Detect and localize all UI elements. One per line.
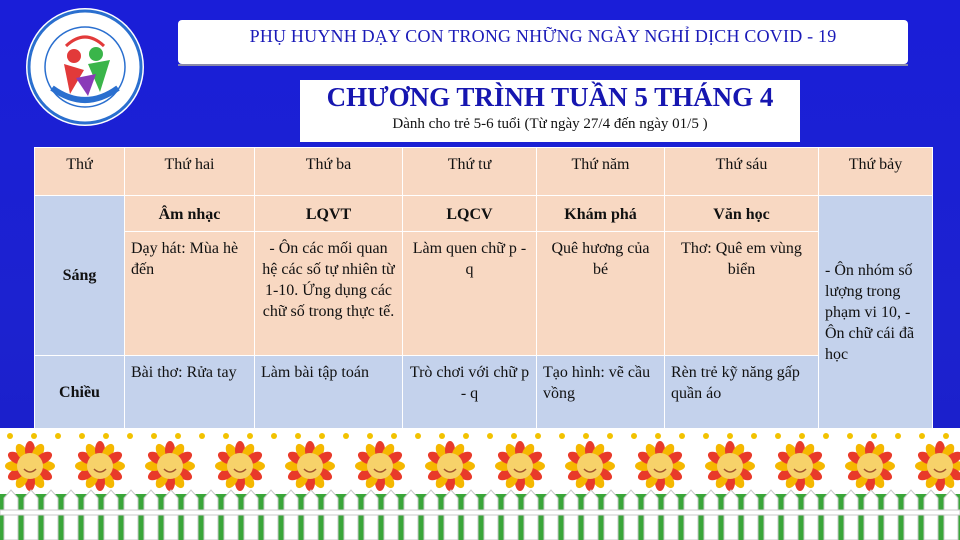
chieu-thu-hai: Bài thơ: Rửa tay [125, 356, 255, 430]
small-flower-icon [295, 433, 301, 439]
small-flower-icon [823, 433, 829, 439]
header-thu: Thứ [35, 148, 125, 196]
chieu-label: Chiều [35, 356, 125, 430]
small-flower-icon [247, 433, 253, 439]
subject-van-hoc: Văn học [665, 196, 819, 232]
chieu-thu-nam: Tạo hình: vẽ cầu vồng [537, 356, 665, 430]
page-subtitle: Dành cho trẻ 5-6 tuổi (Từ ngày 27/4 đến ngày 01/5 ) [392, 116, 708, 132]
small-flower-icon [727, 433, 733, 439]
small-flower-icon [103, 433, 109, 439]
chieu-row [35, 356, 933, 430]
sang-thu-sau: Thơ: Quê em vùng biển [665, 232, 819, 356]
small-flower-icon [775, 433, 781, 439]
sunflower-icon [915, 441, 960, 491]
small-flower-icon [175, 433, 181, 439]
small-flower-icon [583, 433, 589, 439]
sunflower-icon [75, 441, 125, 491]
sang-thu-tu: Làm quen chữ p - q [403, 232, 537, 356]
sunflower-icon [355, 441, 405, 491]
subject-lqcv: LQCV [403, 196, 537, 232]
small-flower-icon [535, 433, 541, 439]
header-thu-sau: Thứ sáu [665, 148, 819, 196]
sunflower-icon [5, 441, 55, 491]
chieu-thu-tu: Trò chơi với chữ p - q [403, 356, 537, 430]
small-flower-icon [391, 433, 397, 439]
sang-row [35, 232, 933, 356]
small-flower-icon [511, 433, 517, 439]
small-flower-icon [799, 433, 805, 439]
sang-thu-ba: - Ôn các mối quan hệ các số tự nhiên từ 1-10. Ứng dụng các chữ số trong thực tế. [255, 232, 403, 356]
header-thu-ba: Thứ ba [255, 148, 403, 196]
small-flower-icon [151, 433, 157, 439]
banner-underline [178, 64, 908, 66]
small-flower-icon [271, 433, 277, 439]
small-flower-icon [463, 433, 469, 439]
sunflower-icon [495, 441, 545, 491]
header-row [35, 148, 933, 196]
fence-rail [0, 510, 960, 515]
subject-am-nhac: Âm nhạc [125, 196, 255, 232]
sunflower-icon [705, 441, 755, 491]
small-flower-icon [127, 433, 133, 439]
page-title: CHƯƠNG TRÌNH TUẦN 5 THÁNG 4 [326, 82, 774, 112]
sunflower-icon [145, 441, 195, 491]
small-flower-icon [367, 433, 373, 439]
small-flower-icon [943, 433, 949, 439]
header-thu-hai: Thứ hai [125, 148, 255, 196]
header-thu-nam: Thứ năm [537, 148, 665, 196]
small-flower-icon [79, 433, 85, 439]
small-flower-icon [319, 433, 325, 439]
sang-label: Sáng [35, 196, 125, 356]
small-flower-icon [199, 433, 205, 439]
small-flower-icon [607, 433, 613, 439]
small-flower-icon [223, 433, 229, 439]
small-flower-icon [415, 433, 421, 439]
header-thu-bay: Thứ bảy [819, 148, 933, 196]
small-flower-icon [679, 433, 685, 439]
sunflower-icon [215, 441, 265, 491]
chieu-thu-sau: Rèn trẻ kỹ năng gấp quần áo [665, 356, 819, 430]
sunflower-icon [775, 441, 825, 491]
school-logo [26, 8, 144, 126]
sang-thu-nam: Quê hương của bé [537, 232, 665, 356]
small-flower-icon [439, 433, 445, 439]
schedule-table [34, 147, 933, 430]
small-flower-icon [559, 433, 565, 439]
sunflower-icon [565, 441, 615, 491]
small-flower-icon [343, 433, 349, 439]
small-flower-icon [847, 433, 853, 439]
flower-fence-decoration [0, 428, 960, 540]
banner-text: PHỤ HUYNH DẠY CON TRONG NHỮNG NGÀY NGHỈ DỊCH COVID - 19 [249, 26, 837, 46]
header-thu-tu: Thứ tư [403, 148, 537, 196]
small-flower-icon [871, 433, 877, 439]
subject-lqvt: LQVT [255, 196, 403, 232]
sunflower-icon [635, 441, 685, 491]
thu-bay-cell: - Ôn nhóm số lượng trong phạm vi 10, - Ôn chữ cái đã học [819, 196, 933, 430]
small-flower-icon [55, 433, 61, 439]
subject-row [35, 196, 933, 232]
small-flower-icon [751, 433, 757, 439]
chieu-thu-ba: Làm bài tập toán [255, 356, 403, 430]
sang-thu-hai: Dạy hát: Mùa hè đến [125, 232, 255, 356]
small-flower-icon [487, 433, 493, 439]
small-flower-icon [631, 433, 637, 439]
sunflower-icon [425, 441, 475, 491]
small-flower-icon [655, 433, 661, 439]
subject-kham-pha: Khám phá [537, 196, 665, 232]
sunflower-icon [845, 441, 895, 491]
small-flower-icon [31, 433, 37, 439]
small-flower-icon [895, 433, 901, 439]
sunflower-icon [285, 441, 335, 491]
small-flower-icon [703, 433, 709, 439]
small-flower-icon [7, 433, 13, 439]
small-flower-icon [919, 433, 925, 439]
